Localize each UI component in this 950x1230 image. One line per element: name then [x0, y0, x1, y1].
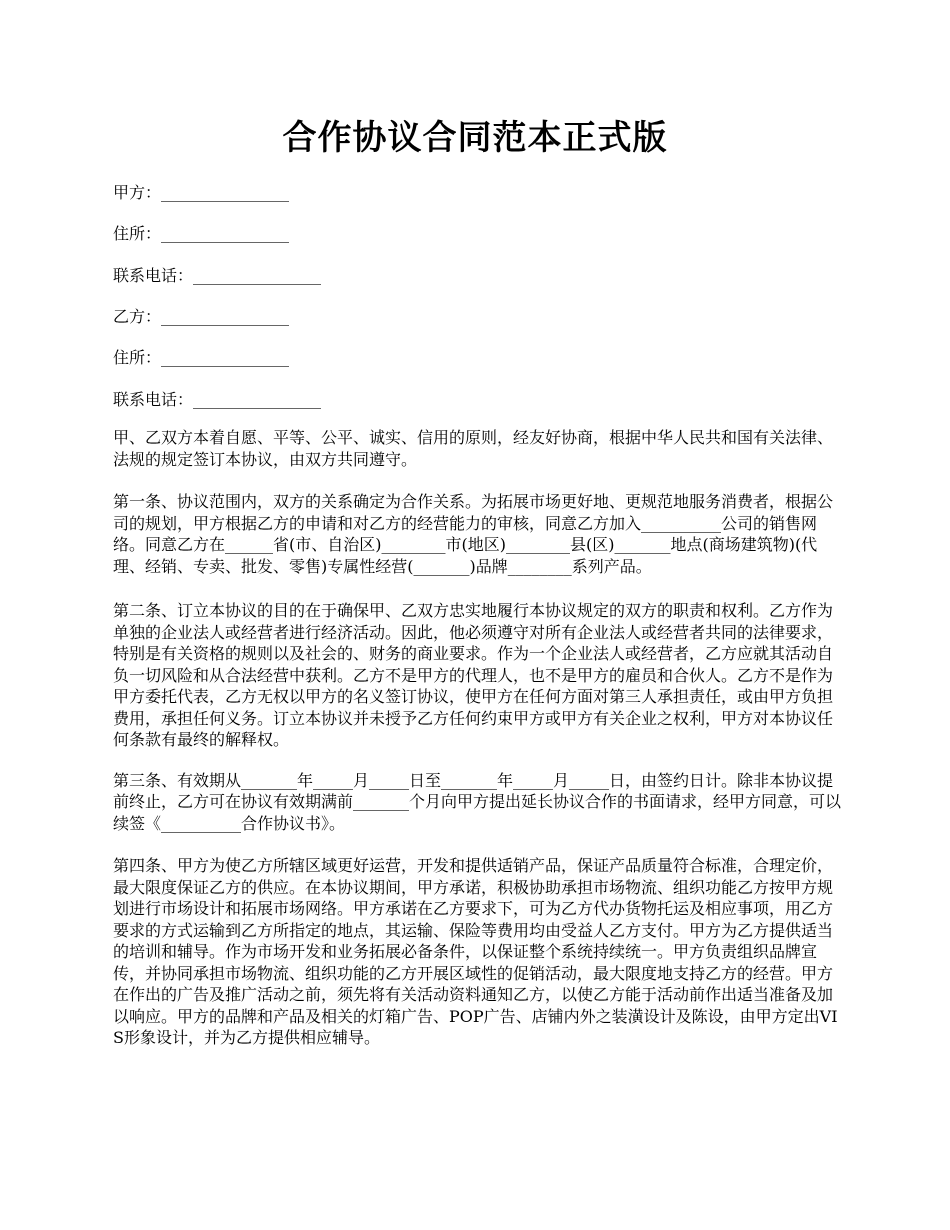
- party-b-field: 乙方：________________: [113, 307, 290, 326]
- article-3-paragraph: 第三条、有效期从_______年_____月_____日至_______年_____月_____日，由签约日计。除非本协议提前终止，乙方可在协议有效期满前_______个月向甲方提出延长协议合作的书面请求，经甲方同意，可以续签《__________合作协议书》。: [113, 770, 842, 833]
- article-2-paragraph: 第二条、订立本协议的目的在于确保甲、乙双方忠实地履行本协议规定的双方的职责和权利。乙方作为单独的企业法人或经营者进行经济活动。因此，他必须遵守对所有企业法人或经营者共同的法律要求，特别是有关资格的规则以及社会的、财务的商业要求。作为一个企业法人或经营者，乙方应就其活动自负一切风险和从合法经营中获利。乙方不是甲方的代理人，也不是甲方的雇员和合伙人。乙方不是作为甲方委托代表，乙方无权以甲方的名义签订协议，使甲方在任何方面对第三人承担责任，或由甲方负担费用，承担任何义务。订立本协议并未授予乙方任何约束甲方或甲方有关企业之权利，甲方对本协议任何条款有最终的解释权。: [113, 601, 834, 749]
- party-b-phone-field: 联系电话：________________: [113, 390, 322, 409]
- article-4-paragraph: 第四条、甲方为使乙方所辖区域更好运营，开发和提供适销产品，保证产品质量符合标准，合理定价，最大限度保证乙方的供应。在本协议期间，甲方承诺，积极协助承担市场物流、组织功能乙方按甲方规划进行市场设计和拓展市场网络。甲方承诺在乙方要求下，可为乙方代办货物托运及相应事项，用乙方要求的方式运输到乙方所指定的地点，其运输、保险等费用均由受益人乙方支付。甲方为乙方提供适当的培训和辅导。作为市场开发和业务拓展必备条件，以保证整个系统持续统一。甲方负责组织品牌宣传，并协同承担市场物流、组织功能的乙方开展区域性的促销活动，最大限度地支持乙方的经营。甲方在作出的广告及推广活动之前，须先将有关活动资料通知乙方，以使乙方能于活动前作出适当准备及加以响应。甲方的品牌和产品及相关的灯箱广告、POP广告、店铺内外之装潢设计及陈设，由甲方定出VIS形象设计，并为乙方提供相应辅导。: [113, 856, 838, 1047]
- party-a-phone-field: 联系电话：________________: [113, 266, 322, 285]
- article-1-paragraph: 第一条、协议范围内，双方的关系确定为合作关系。为拓展市场更好地、更规范地服务消费者，根据公司的规划，甲方根据乙方的申请和对乙方的经营能力的审核，同意乙方加入__________公司的销售网络。同意乙方在______省(市、自治区)________市(地区)________县(区)_______地点(商场建筑物)(代理、经销、专卖、批发、零售)专属性经营(_______)品牌________系列产品。: [113, 492, 834, 576]
- party-a-field: 甲方：________________: [113, 183, 290, 202]
- party-b-address-field: 住所：________________: [113, 348, 290, 367]
- preamble-paragraph: 甲、乙双方本着自愿、平等、公平、诚实、信用的原则，经友好协商，根据中华人民共和国有关法律、法规的规定签订本协议，由双方共同遵守。: [113, 428, 834, 469]
- party-a-address-field: 住所：________________: [113, 224, 290, 243]
- document-body: [113, 427, 843, 1068]
- page-title: 合作协议合同范本正式版: [282, 118, 668, 158]
